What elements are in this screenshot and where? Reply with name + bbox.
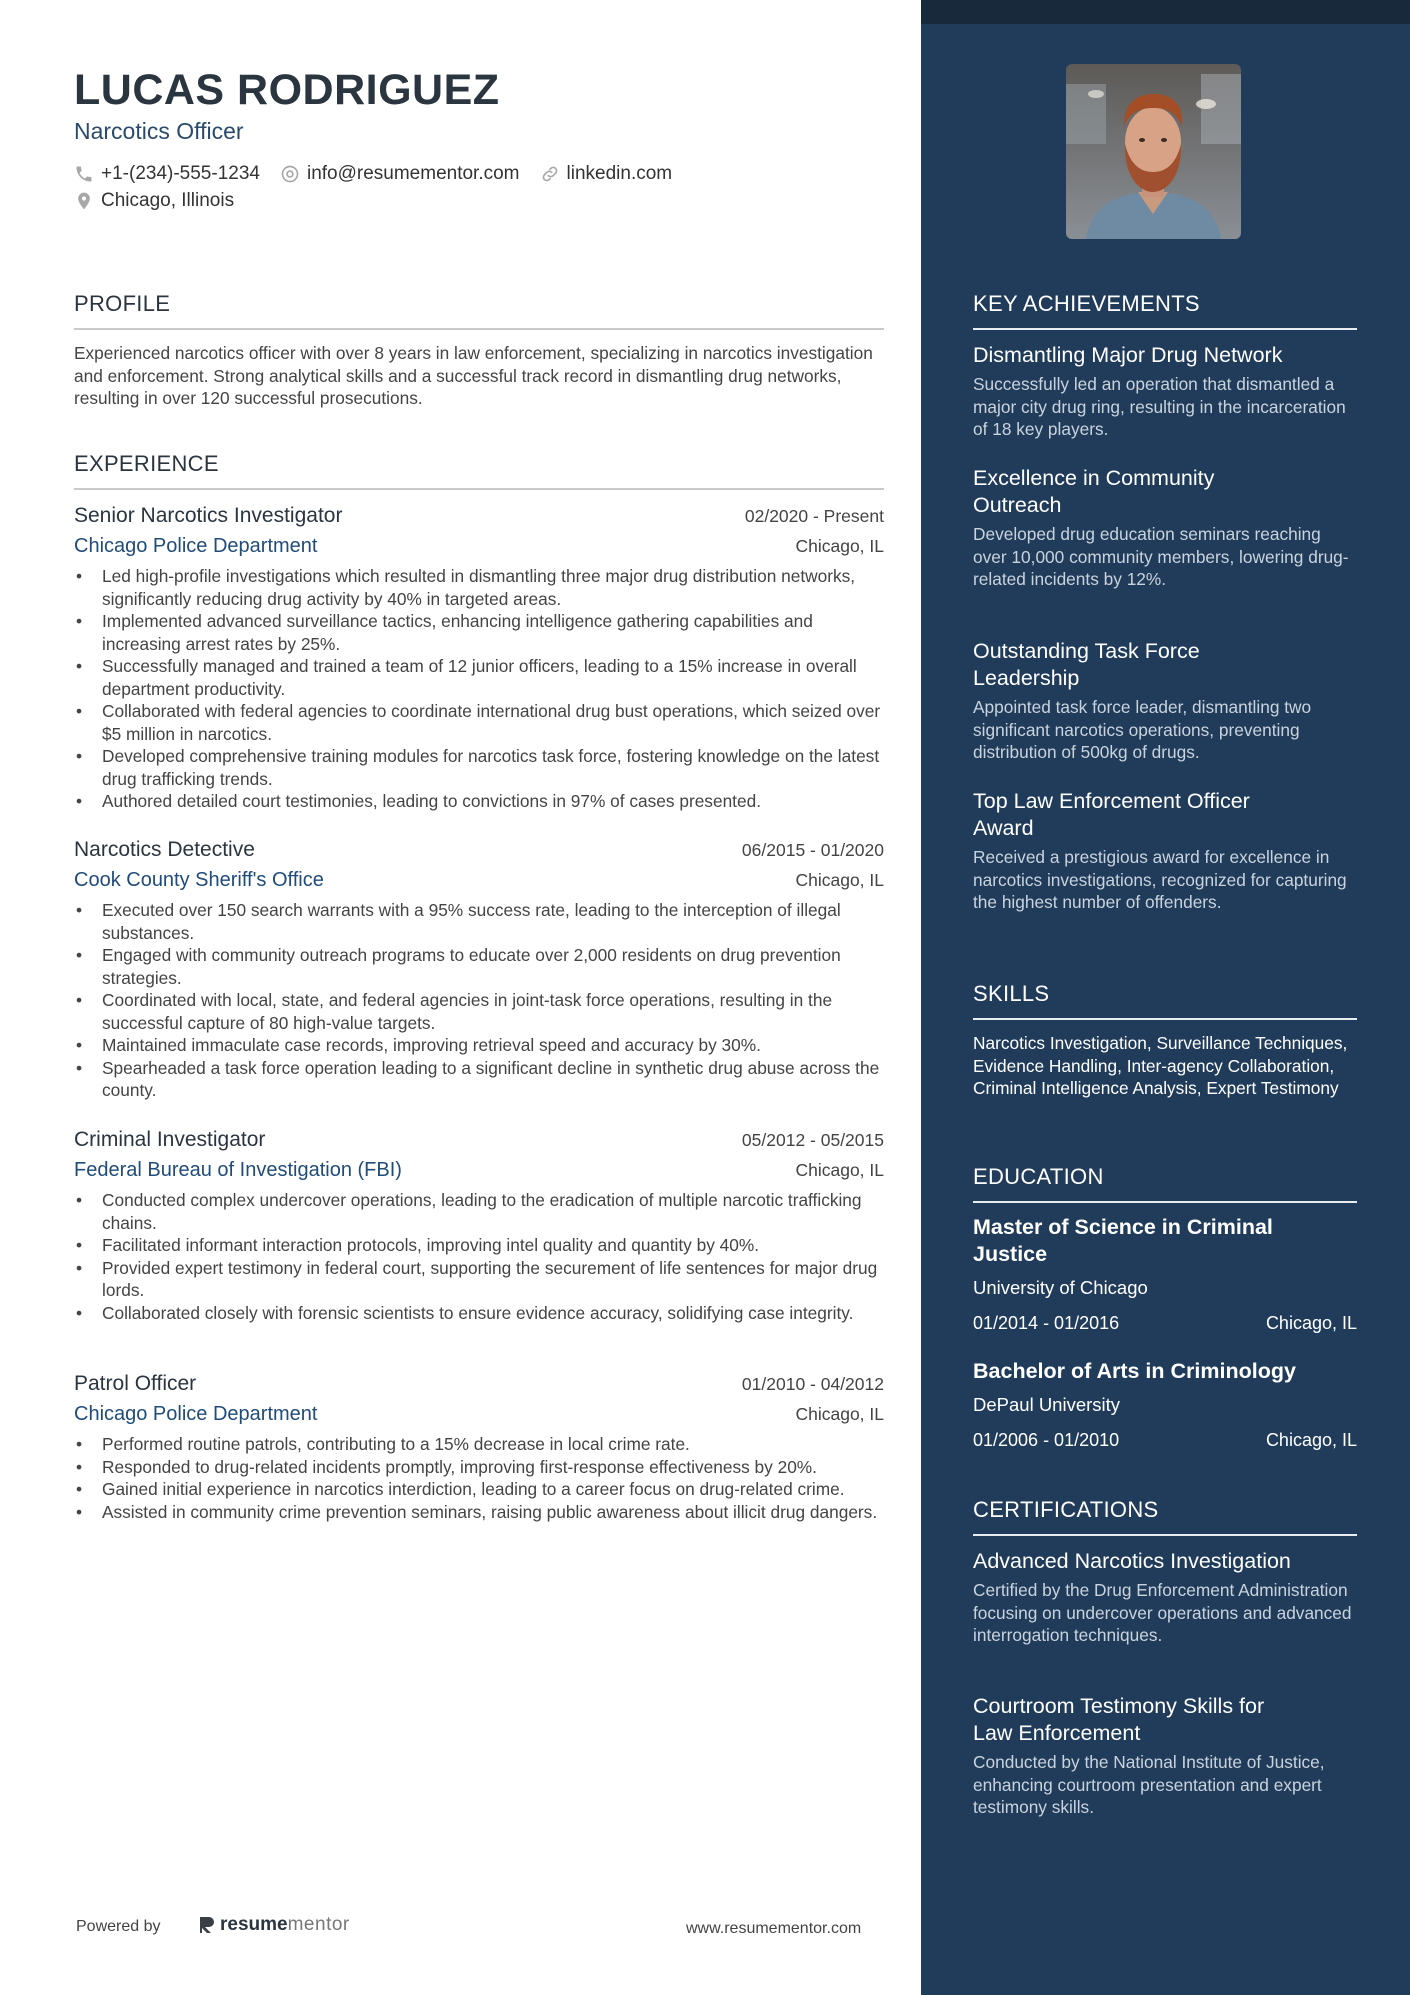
job-entry: [74, 835, 884, 1102]
job-dates: 01/2010 - 04/2012: [741, 1374, 884, 1394]
profile-photo: [1066, 64, 1241, 239]
education-location: Chicago, IL: [1265, 1313, 1357, 1333]
certification-title: Courtroom Testimony Skills for Law Enforcement: [973, 1694, 1265, 1745]
bullet-item: • Executed over 150 search warrants with a 95% success rate, leading to the interception of illegal substances.: [74, 899, 884, 944]
achievement-desc: Received a prestigious award for excellence in narcotics investigations, recognized for capturing the highest number of offenders.: [973, 847, 1347, 912]
bullet-item: • Responded to drug-related incidents promptly, improving first-response effectiveness by 20%.: [74, 1456, 884, 1479]
bullet-item: • Maintained immaculate case records, improving retrieval speed and accuracy by 30%.: [74, 1034, 884, 1057]
bullet-item: • Gained initial experience in narcotics interdiction, leading to a career focus on drug-related crime.: [74, 1478, 884, 1501]
job-company: Cook County Sheriff's Office: [74, 869, 324, 891]
achievement-title: Excellence in Community Outreach: [973, 466, 1215, 517]
contact-info: [74, 160, 894, 214]
job-company: Federal Bureau of Investigation (FBI): [74, 1159, 402, 1181]
candidate-title: Narcotics Officer: [74, 118, 244, 144]
linkedin-item[interactable]: [540, 163, 673, 185]
linkedin-text: linkedin.com: [566, 162, 673, 184]
sidebar-top-bar: [921, 0, 1410, 24]
certification-item: [973, 1693, 1357, 1819]
education-school: University of Chicago: [973, 1277, 1148, 1298]
achievement-desc: Appointed task force leader, dismantling two significant narcotics operations, preventing distribution of 500kg of drugs.: [973, 697, 1312, 762]
achievement-desc: Successfully led an operation that dismantled a major city drug ring, resulting in the incarceration of 18 key players.: [973, 374, 1346, 439]
experience-heading: EXPERIENCE: [74, 450, 884, 490]
achievement-desc: Developed drug education seminars reaching over 10,000 community members, lowering drug-related incidents by 12%.: [973, 524, 1349, 589]
bullet-item: • Successfully managed and trained a team of 12 junior officers, leading to a 15% increase in overall department productivity.: [74, 655, 884, 700]
profile-heading: PROFILE: [74, 290, 884, 330]
achievements-heading: KEY ACHIEVEMENTS: [973, 290, 1357, 330]
profile-text: Experienced narcotics officer with over 8 years in law enforcement, specializing in narcotics investigation and enforcement. Strong analytical skills and a successful track record in dismantling drug networks, resulting in over 120 successful prosecutions.: [74, 343, 873, 408]
skills-heading: SKILLS: [973, 980, 1357, 1020]
phone-text: +1-(234)-555-1234: [101, 162, 260, 184]
education-location: Chicago, IL: [1265, 1430, 1357, 1450]
job-dates: 02/2020 - Present: [744, 506, 884, 526]
certifications-heading: CERTIFICATIONS: [973, 1496, 1357, 1536]
skills-text: Narcotics Investigation, Surveillance Techniques, Evidence Handling, Inter-agency Collaboration, Criminal Intelligence Analysis, Expert Testimony: [973, 1033, 1348, 1098]
bullet-item: • Assisted in community crime prevention seminars, raising public awareness about illicit drug dangers.: [74, 1501, 884, 1524]
job-bullets: [74, 1433, 884, 1523]
achievement-item: [973, 342, 1357, 441]
location-item: [74, 190, 234, 212]
bullet-item: • Coordinated with local, state, and federal agencies in joint-task force operations, resulting in the successful capture of 80 high-value targets.: [74, 989, 884, 1034]
logo-text-bold: resume: [220, 1914, 288, 1935]
job-bullets: [74, 565, 884, 813]
skills-block: [973, 1032, 1357, 1100]
achievement-item: [973, 788, 1357, 914]
education-item: [973, 1358, 1357, 1452]
job-company: Chicago Police Department: [74, 1403, 318, 1425]
education-school: DePaul University: [973, 1394, 1121, 1415]
achievement-title: Outstanding Task Force Leadership: [973, 639, 1200, 690]
bullet-item: • Collaborated closely with forensic scientists to ensure evidence accuracy, solidifying case integrity.: [74, 1302, 884, 1325]
location-pin-icon: [74, 191, 94, 211]
job-company: Chicago Police Department: [74, 535, 318, 557]
job-location: Chicago, IL: [795, 536, 884, 556]
job-bullets: [74, 1189, 884, 1324]
portrait-avatar: [1066, 64, 1241, 239]
education-heading: EDUCATION: [973, 1163, 1357, 1203]
bullet-item: • Implemented advanced surveillance tactics, enhancing intelligence gathering capabilities and increasing arrest rates by 25%.: [74, 610, 884, 655]
certification-desc: Conducted by the National Institute of Justice, enhancing courtroom presentation and expert testimony skills.: [973, 1752, 1325, 1817]
link-icon: [540, 164, 560, 184]
email-item[interactable]: [280, 163, 520, 185]
certification-title: Advanced Narcotics Investigation: [973, 1549, 1291, 1573]
job-location: Chicago, IL: [795, 1404, 884, 1424]
job-bullets: [74, 899, 884, 1102]
bullet-item: • Authored detailed court testimonies, leading to convictions in 97% of cases presented.: [74, 790, 884, 813]
education-degree: Master of Science in Criminal Justice: [973, 1215, 1273, 1266]
achievement-title: Dismantling Major Drug Network: [973, 343, 1283, 367]
job-entry: [74, 501, 884, 813]
bullet-item: • Spearheaded a task force operation leading to a significant decline in synthetic drug abuse across the county.: [74, 1057, 884, 1102]
at-icon: [280, 164, 300, 184]
candidate-name: LUCAS RODRIGUEZ: [74, 66, 500, 114]
education-item: [973, 1214, 1357, 1335]
footer-url[interactable]: www.resumementor.com: [686, 1920, 862, 1937]
bullet-item: • Developed comprehensive training modules for narcotics task force, fostering knowledge on the latest drug trafficking trends.: [74, 745, 884, 790]
phone-icon: [74, 164, 94, 184]
resumementor-logo-icon: [198, 1915, 216, 1935]
bullet-item: • Collaborated with federal agencies to coordinate international drug bust operations, which seized over $5 million in narcotics.: [74, 700, 884, 745]
bullet-item: • Facilitated informant interaction protocols, improving intel quality and quantity by 40%.: [74, 1234, 884, 1257]
job-title: Narcotics Detective: [74, 838, 255, 861]
job-title: Senior Narcotics Investigator: [74, 504, 343, 527]
location-text: Chicago, Illinois: [101, 189, 235, 211]
bullet-item: • Conducted complex undercover operations, leading to the eradication of multiple narcotic trafficking chains.: [74, 1189, 884, 1234]
education-dates: 01/2006 - 01/2010: [973, 1430, 1120, 1450]
job-title: Criminal Investigator: [74, 1128, 266, 1151]
certification-item: [973, 1548, 1357, 1647]
job-dates: 05/2012 - 05/2015: [741, 1130, 884, 1150]
education-degree: Bachelor of Arts in Criminology: [973, 1359, 1296, 1383]
education-dates: 01/2014 - 01/2016: [973, 1313, 1120, 1333]
job-dates: 06/2015 - 01/2020: [741, 840, 884, 860]
sidebar: [921, 0, 1410, 1995]
job-location: Chicago, IL: [795, 870, 884, 890]
bullet-item: • Provided expert testimony in federal court, supporting the securement of life sentences for major drug lords.: [74, 1257, 884, 1302]
job-entry: [74, 1125, 884, 1324]
resumementor-logo[interactable]: [198, 1914, 350, 1936]
job-location: Chicago, IL: [795, 1160, 884, 1180]
logo-text-light: mentor: [287, 1914, 350, 1935]
bullet-item: • Engaged with community outreach programs to educate over 2,000 residents on drug prevention strategies.: [74, 944, 884, 989]
bullet-item: • Led high-profile investigations which resulted in dismantling three major drug distribution networks, significantly reducing drug activity by 40% in targeted areas.: [74, 565, 884, 610]
bullet-item: • Performed routine patrols, contributing to a 15% decrease in local crime rate.: [74, 1433, 884, 1456]
achievement-item: [973, 465, 1357, 591]
phone-item[interactable]: [74, 163, 260, 185]
achievement-title: Top Law Enforcement Officer Award: [973, 789, 1250, 840]
job-title: Patrol Officer: [74, 1372, 197, 1395]
certification-desc: Certified by the Drug Enforcement Administration focusing on undercover operations and advanced interrogation techniques.: [973, 1580, 1352, 1645]
achievement-item: [973, 638, 1357, 764]
powered-by-label: Powered by: [76, 1918, 161, 1935]
email-text: info@resumementor.com: [306, 162, 520, 184]
job-entry: [74, 1369, 884, 1523]
